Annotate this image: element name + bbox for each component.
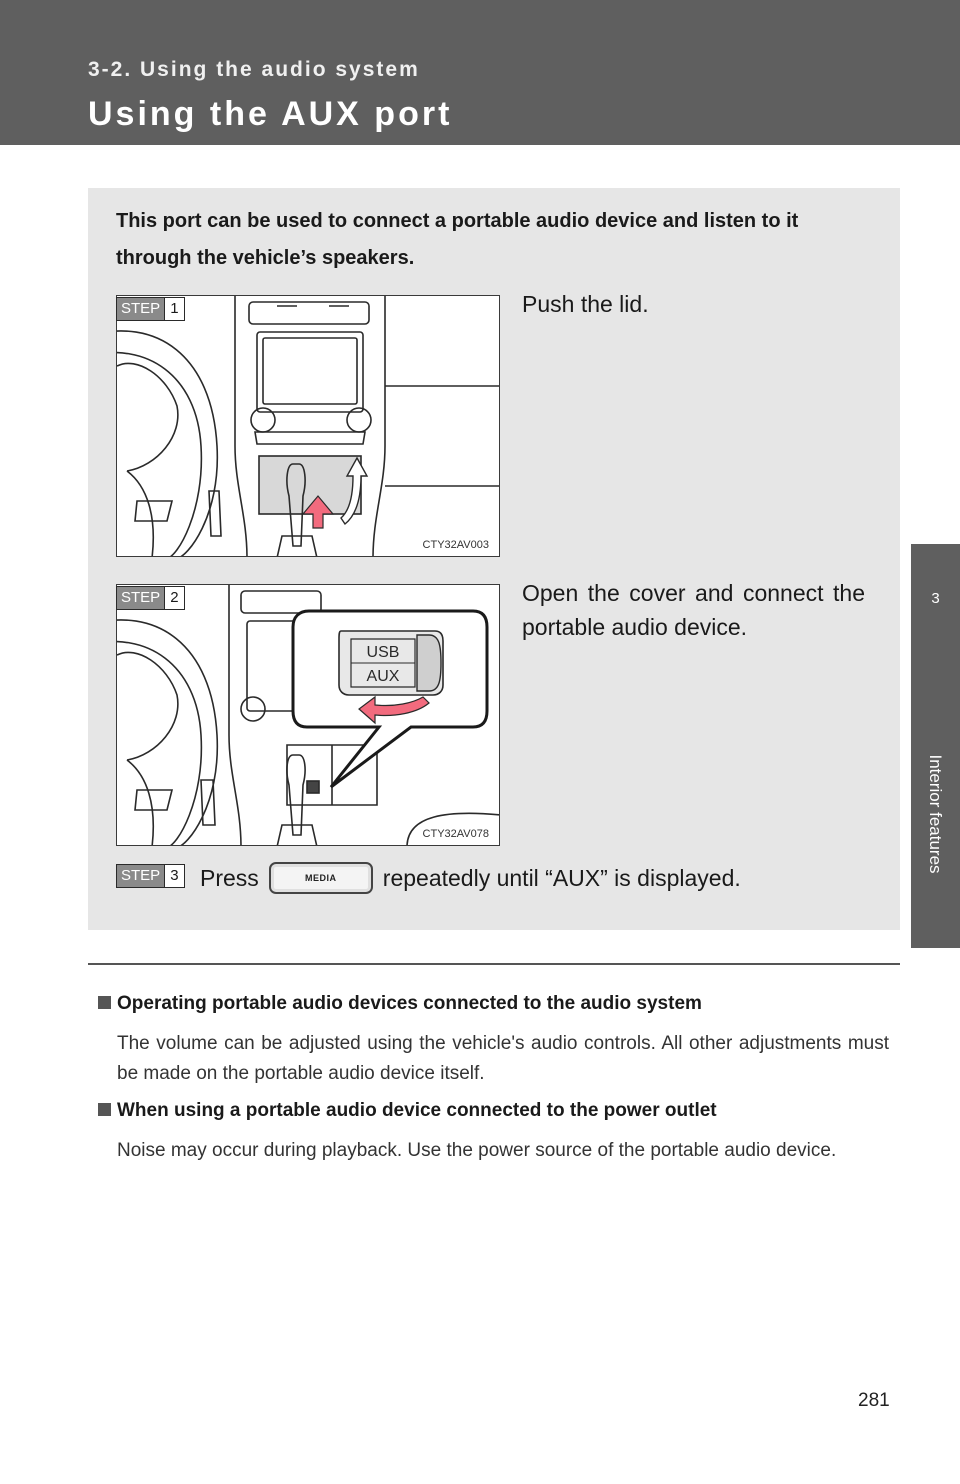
step-number: 2	[164, 587, 183, 609]
figure-code: CTY32AV078	[422, 828, 489, 840]
note-body: The volume can be adjusted using the vehicle's audio controls. All other adjustments must be made on the portable audio device itself.	[117, 1033, 889, 1084]
note-heading-text: Operating portable audio devices connected to the audio system	[117, 993, 702, 1014]
dashboard-lid-drawing	[117, 296, 500, 557]
note-heading	[98, 993, 702, 1015]
aux-port-drawing	[117, 585, 500, 846]
square-bullet-icon	[98, 1103, 111, 1116]
step3-text-before: Press	[200, 864, 259, 891]
step2-text: Open the cover and connect the portable audio device.	[522, 580, 865, 640]
step-label: STEP	[117, 298, 164, 320]
media-button-icon: MEDIA	[269, 862, 373, 894]
step-label: STEP	[117, 587, 164, 609]
figure-code: CTY32AV003	[422, 539, 489, 551]
step1-badge	[116, 297, 185, 321]
chapter-number: 3	[931, 590, 940, 607]
page-header	[0, 0, 960, 145]
step-number: 1	[164, 298, 183, 320]
step2-illustration	[116, 584, 500, 846]
section-label: 3-2. Using the audio system	[88, 58, 420, 81]
page-title: Using the AUX port	[88, 95, 453, 133]
section-divider	[88, 963, 900, 965]
aux-label: AUX	[366, 668, 400, 685]
aux-callout	[293, 611, 487, 787]
intro-text: This port can be used to connect a portable audio device and listen to it through the vehicle’s speakers.	[116, 210, 799, 269]
square-bullet-icon	[98, 996, 111, 1009]
step-label: STEP	[117, 865, 164, 887]
step3-text	[200, 858, 741, 898]
chapter-tab[interactable]	[911, 544, 960, 948]
step2-badge	[116, 586, 185, 610]
step3-badge	[116, 864, 185, 888]
page-number: 281	[858, 1390, 890, 1411]
note-heading	[98, 1100, 717, 1122]
step3-text-after: repeatedly until “AUX” is displayed.	[382, 864, 741, 891]
step-number: 3	[164, 865, 183, 887]
usb-label: USB	[366, 644, 400, 661]
note-heading-text: When using a portable audio device connected to the power outlet	[117, 1100, 717, 1121]
step1-illustration	[116, 295, 500, 557]
step1-text: Push the lid.	[522, 291, 649, 317]
chapter-title: Interior features	[926, 754, 945, 874]
note-body: Noise may occur during playback. Use the power source of the portable audio device.	[117, 1140, 837, 1161]
